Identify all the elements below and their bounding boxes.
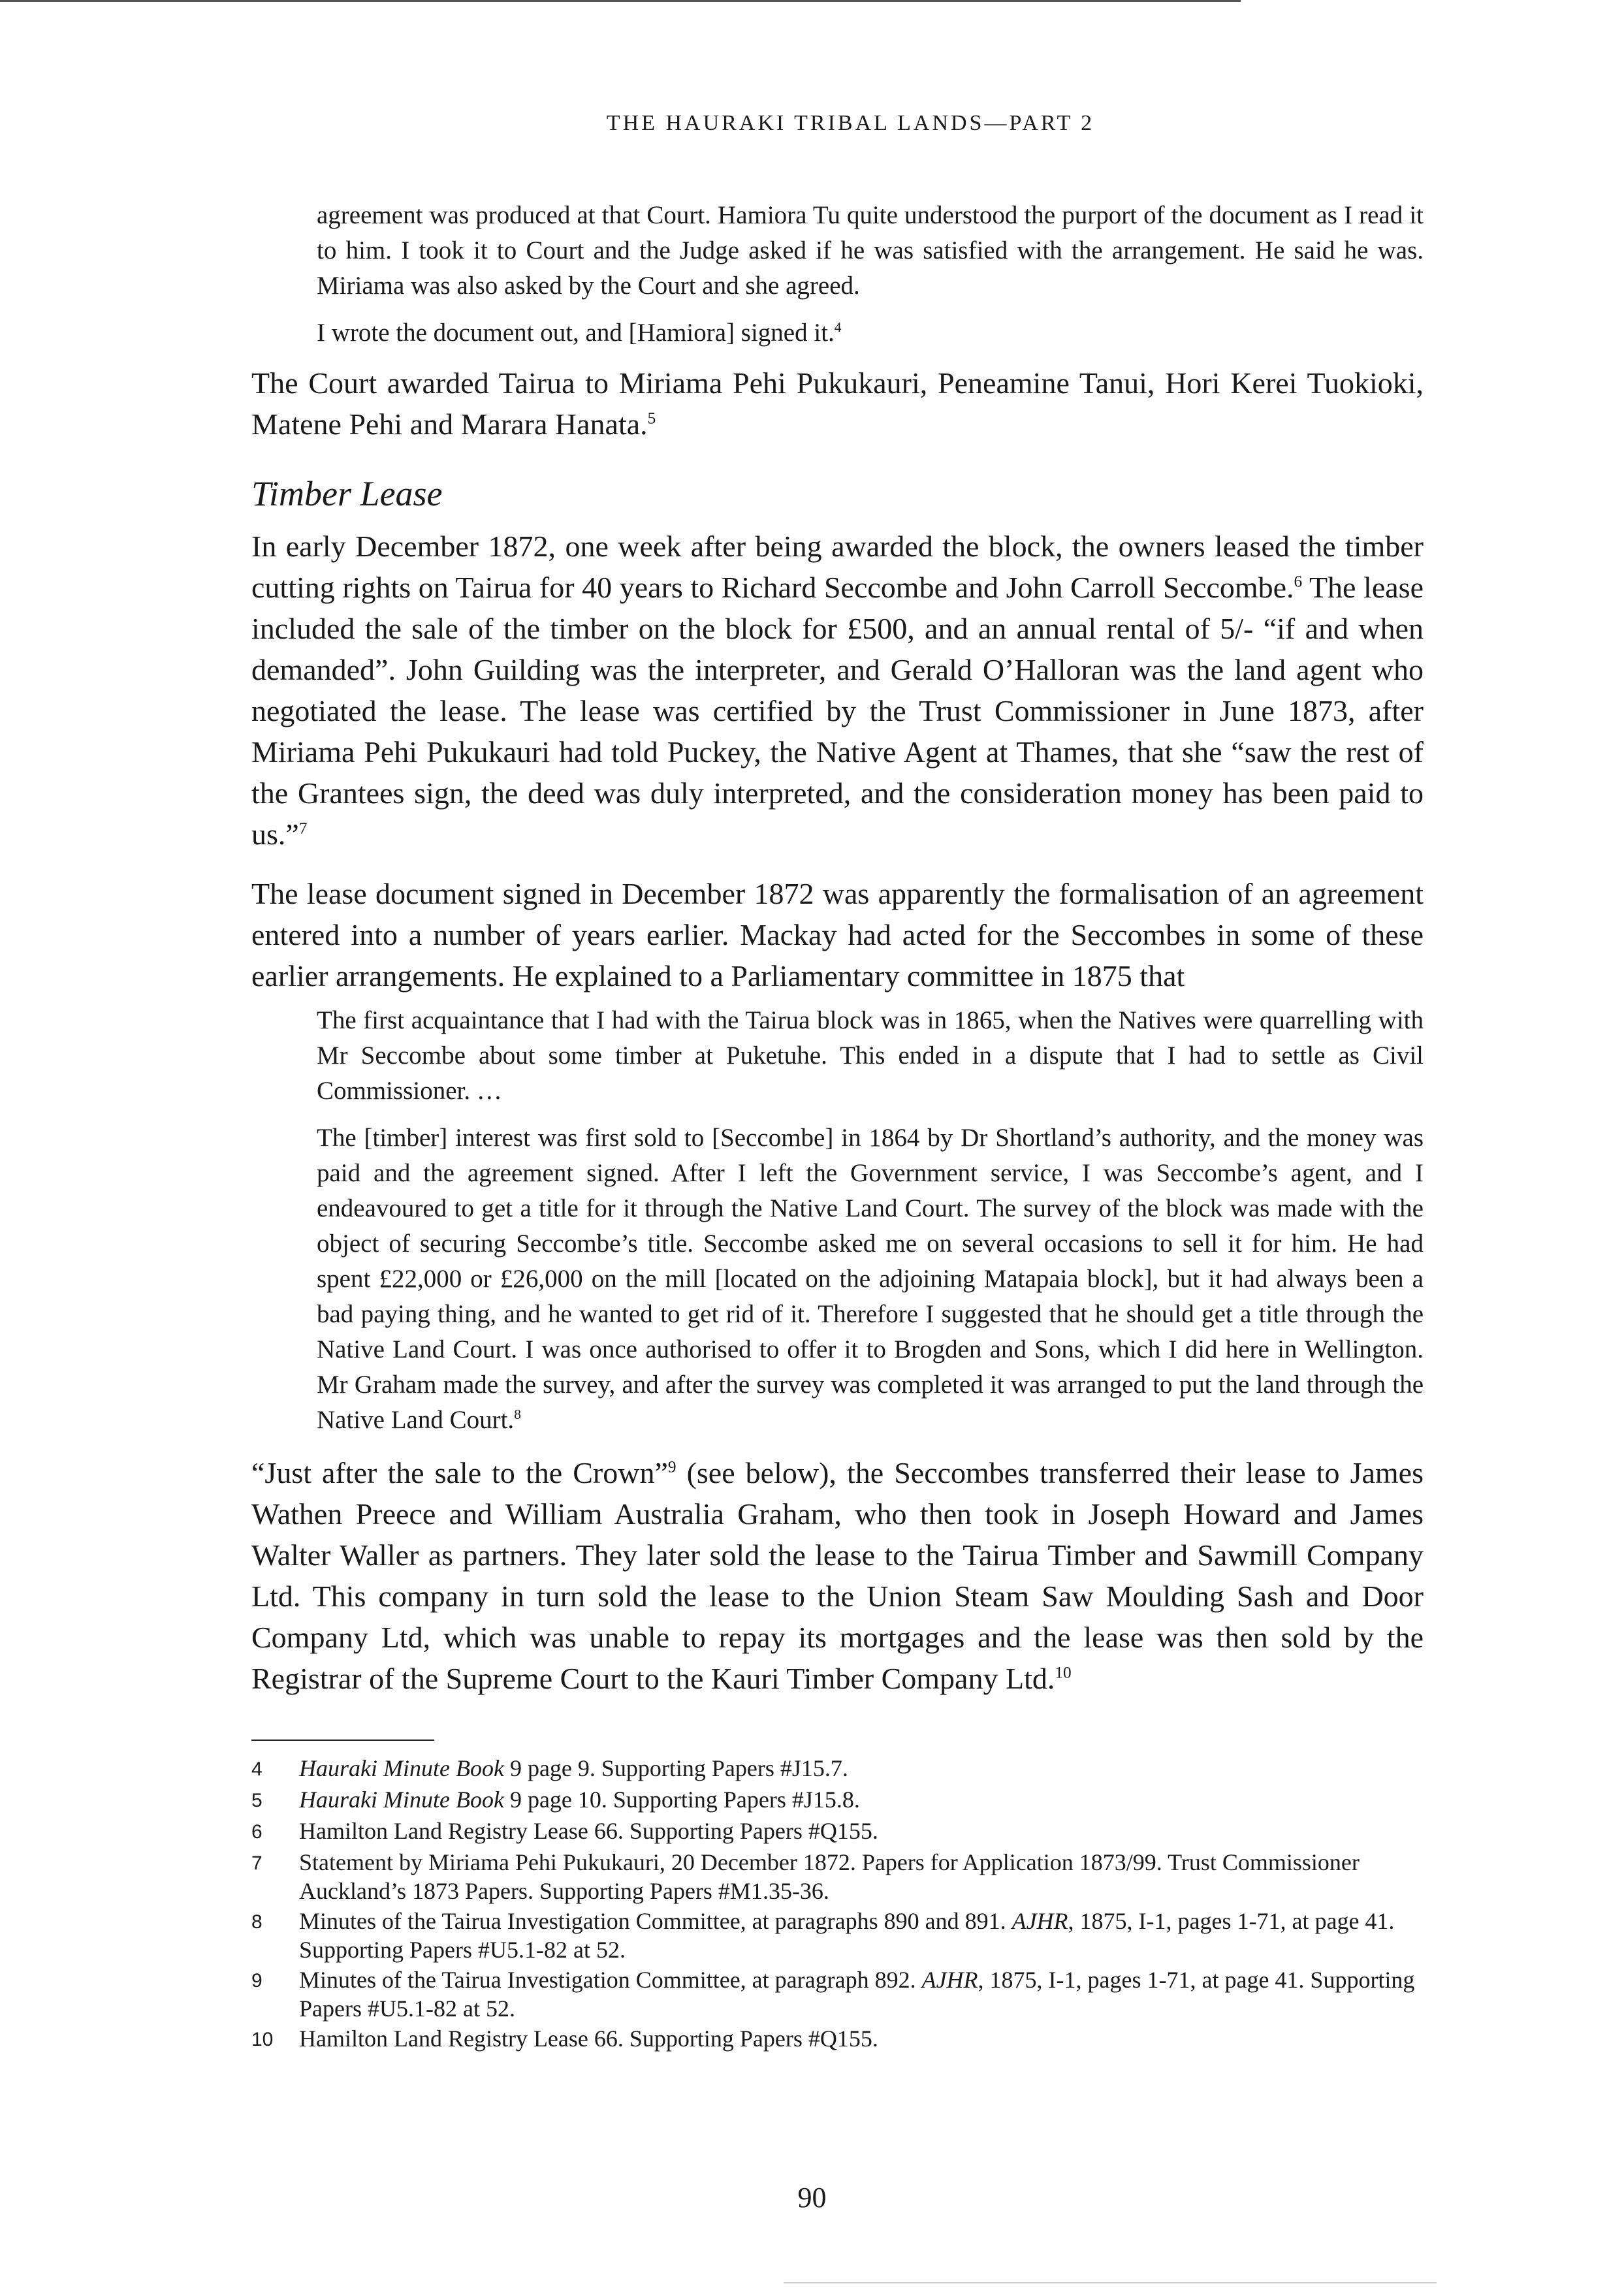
footnote-ref: 9 [667, 1457, 677, 1476]
page-number: 90 [797, 2182, 827, 2214]
footnote-ref: 4 [834, 319, 842, 335]
quote-paragraph: I wrote the document out, and [Hamiora] signed it.$^4$ [317, 319, 842, 347]
top-edge-line [0, 0, 1241, 2]
footnote-ref: 7 [298, 819, 308, 838]
block-quote-2 [317, 1003, 1424, 1438]
body-paragraph: The lease document signed in December 1872 was apparently the formalisation of an agreement entered into a number of years earlier. Mackay had acted for the Seccombes in some of these earlier arrangements. He explained to a Parliamentary committee in 1875 that [251, 877, 1424, 993]
footnote-number: 9 [251, 1970, 263, 1992]
footnote [251, 2024, 1424, 2054]
footnote-number: 6 [251, 1821, 263, 1843]
body-paragraph: The Court awarded Tairua to Miriama Pehi Pukukauri, Peneamine Tanui, Hori Kerei Tuokioki, Matene Pehi and Marara Hanata.$^5$ [251, 366, 1424, 441]
bottom-edge-line [784, 2282, 1437, 2283]
footnotes [251, 1754, 1424, 2054]
footnote [251, 1785, 1424, 1815]
footnote [251, 1817, 1424, 1847]
block-quote-1 [317, 198, 1424, 351]
footnote-number: 8 [251, 1911, 263, 1933]
footnote-text: Hauraki Minute Book 9 page 9. Supporting Papers #J15.7. [299, 1755, 848, 1781]
footnote-divider [251, 1740, 434, 1741]
body-paragraph: In early December 1872, one week after being awarded the block, the owners leased the timber cutting rights on Tairua for 40 years to Richard Seccombe and John Carroll Seccombe.$^6$ The lease included the sale of the timber on the block for £500, and an annual rental of 5/- “if and when demanded”. John Guilding was the interpreter, and Gerald O’Halloran was the land agent who negotiated the lease. The lease was certified by the Trust Commissioner in June 1873, after Miriama Pehi Pukukauri had told Puckey, the Native Agent at Thames, that she “saw the rest of the Grantees sign, the deed was duly interpreted, and the consideration money has been paid to us.”$^7$ [251, 530, 1424, 851]
footnote [251, 1754, 1424, 1784]
footnote-text: Statement by Miriama Pehi Pukukauri, 20 December 1872. Papers for Application 1873/99. Trust Commissioner Auckland’s 1873 Papers. Supporting Papers #M1.35-36. [299, 1849, 1360, 1904]
quote-paragraph: agreement was produced at that Court. Hamiora Tu quite understood the purport of the document as I read it to him. I took it to Court and the Judge asked if he was satisfied with the arrangement. He said he was. Miriama was also asked by the Court and she agreed. [317, 201, 1424, 300]
footnote-ref: 8 [514, 1406, 521, 1422]
quote-paragraph: The first acquaintance that I had with the Tairua block was in 1865, when the Natives were quarrelling with Mr Seccombe about some timber at Puketuhe. This ended in a dispute that I had to settle as Civil Commissioner. … [317, 1006, 1424, 1105]
footnote-ref: 6 [1294, 572, 1303, 591]
footnote-text: Hamilton Land Registry Lease 66. Supporting Papers #Q155. [299, 2026, 878, 2052]
footnote-text: Minutes of the Tairua Investigation Committee, at paragraph 892. AJHR, 1875, I-1, pages 1-71, at page 41. Supporting Papers #U5.1-82 at 52. [299, 1967, 1415, 2022]
quote-paragraph: The [timber] interest was first sold to [Seccombe] in 1864 by Dr Shortland’s authority, and the money was paid and the agreement signed. After I left the Government service, I was Seccombe’s agent, and I endeavoured to get a title for it through the Native Land Court. The survey of the block was made with the object of securing Seccombe’s title. Seccombe asked me on several occasions to sell it for him. He had spent £22,000 or £26,000 on the mill [located on the adjoining Matapaia block], but it had always been a bad paying thing, and he wanted to get rid of it. Therefore I suggested that he should get a title through the Native Land Court. I was once authorised to offer it to Brogden and Sons, which I did here in Wellington. Mr Graham made the survey, and after the survey was completed it was arranged to put the land through the Native Land Court.$^8$ [317, 1124, 1424, 1434]
section-heading: Timber Lease [251, 474, 443, 513]
running-head: THE HAURAKI TRIBAL LANDS—PART 2 [606, 111, 1095, 135]
footnote-number: 5 [251, 1790, 263, 1811]
footnote [251, 1848, 1424, 1905]
document-page [251, 111, 1424, 2056]
footnote-number: 10 [251, 2029, 274, 2050]
footnote-number: 7 [251, 1852, 263, 1874]
footnote-text: Hamilton Land Registry Lease 66. Supporting Papers #Q155. [299, 1818, 878, 1844]
footnote-number: 4 [251, 1758, 263, 1780]
footnote [251, 1907, 1424, 1964]
footnote [251, 1965, 1424, 2023]
body-paragraph: “Just after the sale to the Crown”$^9$ (see below), the Seccombes transferred their lease to James Wathen Preece and William Australia Graham, who then took in Joseph Howard and James Walter Waller as partners. They later sold the lease to the Tairua Timber and Sawmill Company Ltd. This company in turn sold the lease to the Union Steam Saw Moulding Sash and Door Company Ltd, which was unable to repay its mortgages and the lease was then sold by the Registrar of the Supreme Court to the Kauri Timber Company Ltd.$^{10}$ [251, 1456, 1424, 1695]
footnote-ref: 5 [647, 409, 656, 428]
footnote-text: Minutes of the Tairua Investigation Committee, at paragraphs 890 and 891. AJHR, 1875, I-1, pages 1-71, at page 41. Supporting Papers #U5.1-82 at 52. [299, 1908, 1395, 1963]
footnote-ref: 10 [1055, 1663, 1072, 1682]
footnote-text: Hauraki Minute Book 9 page 10. Supporting Papers #J15.8. [299, 1787, 860, 1813]
